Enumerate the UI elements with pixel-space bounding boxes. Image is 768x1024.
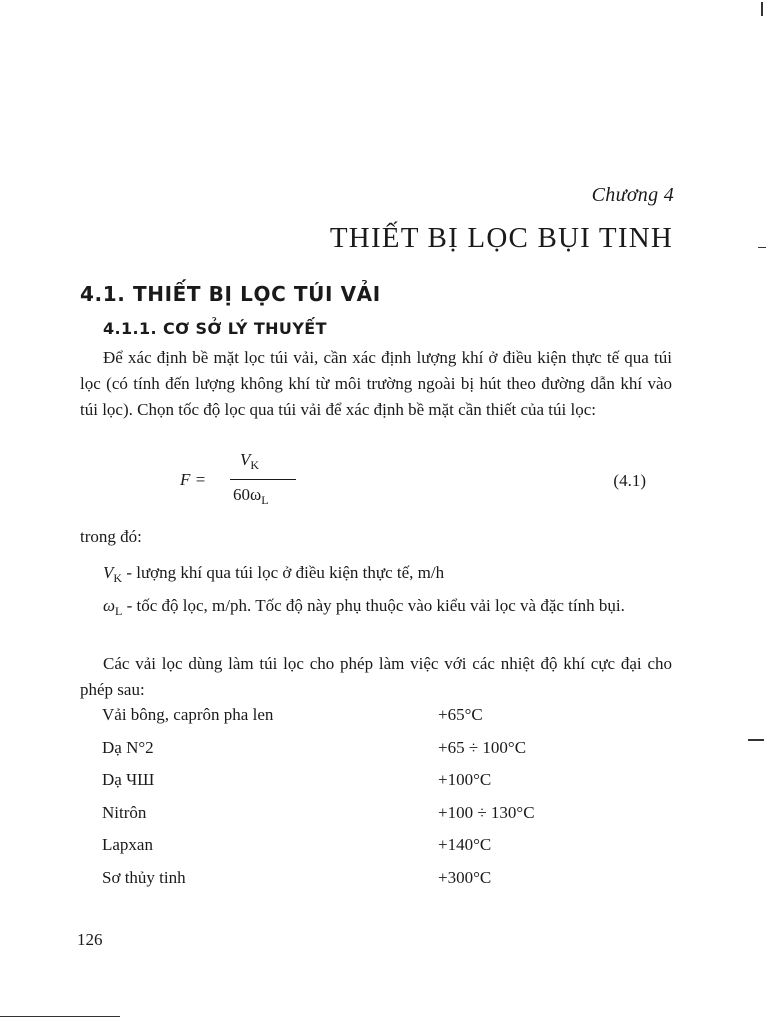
subsection-heading: 4.1.1. CƠ SỞ LÝ THUYẾT <box>103 319 327 338</box>
material-name: Sơ thủy tinh <box>102 867 186 887</box>
scan-edge-mark <box>761 2 763 16</box>
table-row <box>102 705 642 738</box>
table-row <box>102 738 642 771</box>
table-row <box>102 803 642 836</box>
fraction-bar <box>230 479 296 480</box>
max-temperature: +65 ÷ 100°C <box>438 737 527 757</box>
material-name: Nitrôn <box>102 802 147 822</box>
chapter-title: THIẾT BỊ LỌC BỤI TINH <box>329 222 673 254</box>
max-temperature: +300°C <box>438 867 492 887</box>
max-temperature: +100 ÷ 130°C <box>438 802 535 822</box>
max-temperature: +65°C <box>438 705 483 724</box>
intro-paragraph: Để xác định bề mặt lọc túi vải, cần xác định lượng khí ở điều kiện thực tế qua túi lọc (có tính đến lượng không khí từ môi trường ngoài bị hút theo đường dẫn khí vào túi lọc). Chọn tốc độ lọc qua túi vải để xác định bề mặt cần thiết của túi lọc: <box>80 348 672 419</box>
formula-denominator: $60\omega_L$ <box>233 485 269 507</box>
equation-number: (4.1) <box>613 471 646 490</box>
chapter-label: Chương 4 <box>591 184 674 206</box>
formula-numerator: $V_K$ <box>240 450 260 472</box>
material-name: Dạ N°2 <box>102 737 154 757</box>
scan-edge-mark <box>748 739 764 741</box>
section-heading: 4.1. THIẾT BỊ LỌC TÚI VẢI <box>80 282 381 306</box>
max-temperature: +100°C <box>438 770 492 789</box>
material-name: Dạ ЧШ <box>102 770 155 789</box>
definition-vk: $V_K$ - lượng khí qua túi lọc ở điều kiện thực tế, m/h <box>103 563 445 585</box>
temperature-paragraph: Các vải lọc dùng làm túi lọc cho phép làm việc với các nhiệt độ khí cực đại cho phép sau: <box>80 654 672 699</box>
scan-edge-mark <box>758 247 766 248</box>
table-row <box>102 770 642 803</box>
formula-lhs: F = <box>180 470 207 489</box>
page-number: 126 <box>77 930 103 949</box>
material-name: Vải bông, caprôn pha len <box>102 705 274 724</box>
temperature-table <box>102 705 642 900</box>
table-row <box>102 868 642 901</box>
formula-4-1 <box>180 450 320 518</box>
table-row <box>102 835 642 868</box>
max-temperature: +140°C <box>438 835 492 854</box>
material-name: Lapxan <box>102 835 153 854</box>
footer-rule <box>0 1016 120 1017</box>
definition-omega: $\omega_L$ - tốc độ lọc, m/ph. Tốc độ này phụ thuộc vào kiểu vải lọc và đặc tính bụi. <box>103 596 625 618</box>
where-label: trong đó: <box>80 527 142 546</box>
